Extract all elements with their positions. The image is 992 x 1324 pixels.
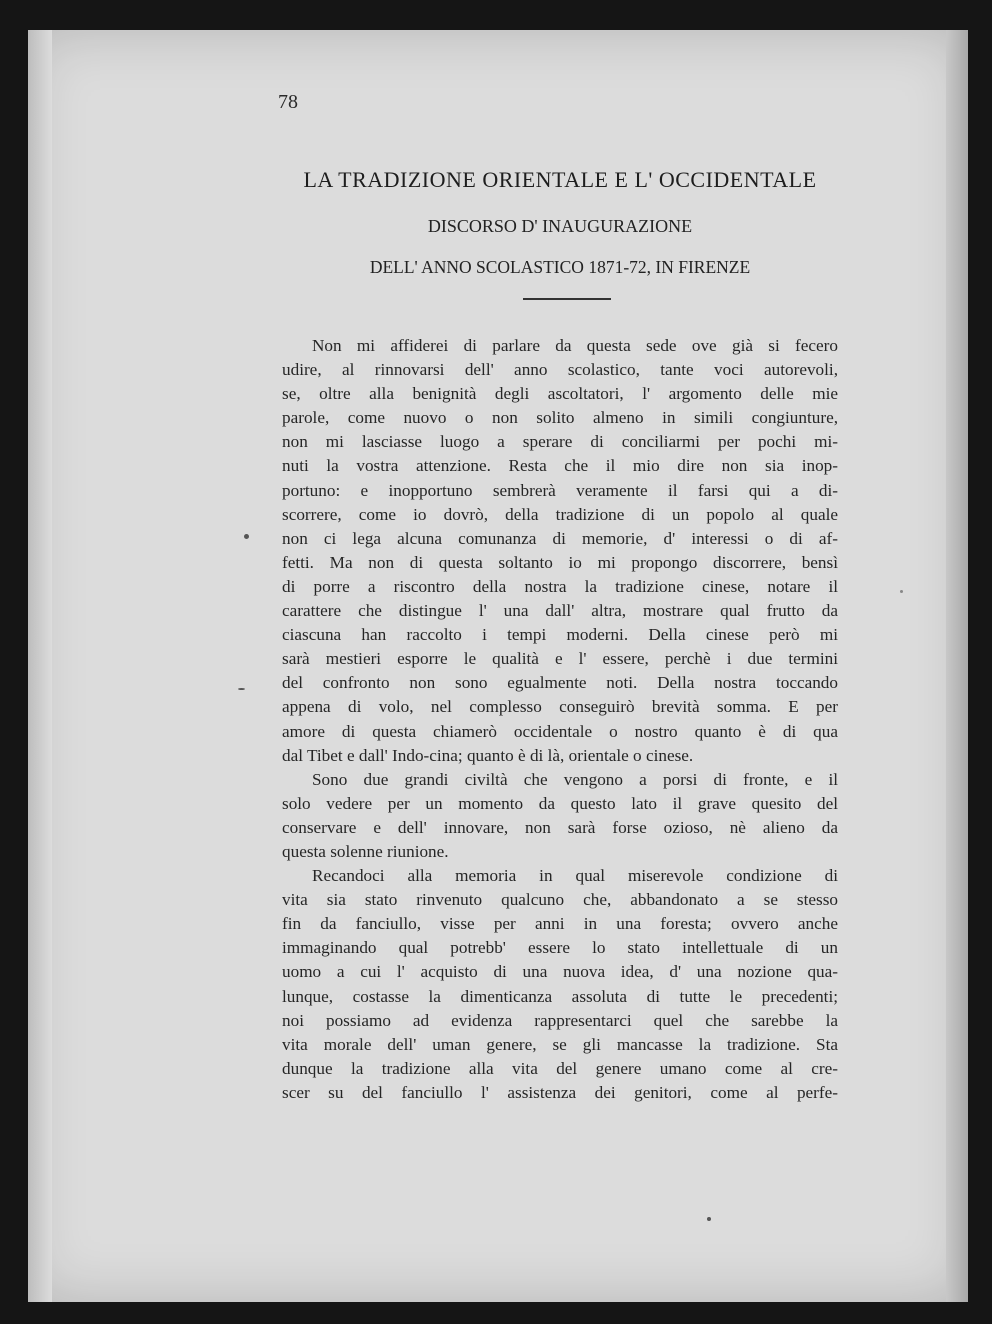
body-line: vita sia stato rinvenuto qualcuno che, abbandonato a se stesso <box>282 890 838 910</box>
body-line: ciascuna han raccolto i tempi moderni. Della cinese però mi <box>282 625 838 645</box>
scan-speck <box>900 590 903 593</box>
body-line: immaginando qual potrebb' essere lo stato intellettuale di un <box>282 938 838 958</box>
body-line: non mi lasciasse luogo a sperare di conciliarmi per pochi mi- <box>282 432 838 452</box>
body-line: se, oltre alla benignità degli ascoltatori, l' argomento delle mie <box>282 384 838 404</box>
body-line: noi possiamo ad evidenza rappresentarci quel che sarebbe la <box>282 1010 838 1030</box>
body-line: appena di volo, nel complesso conseguirò brevità somma. E per <box>282 697 838 717</box>
chapter-title: LA TRADIZIONE ORIENTALE E L' OCCIDENTALE <box>303 167 817 192</box>
body-line: Non mi affiderei di parlare da questa sede ove già si fecero <box>312 336 838 355</box>
body-line: lunque, costasse la dimenticanza assoluta di tutte le precedenti; <box>282 986 838 1006</box>
body-line: conservare e dell' innovare, non sarà forse ozioso, nè alieno da <box>282 817 838 837</box>
body-line: nuti la vostra attenzione. Resta che il mio dire non sia inop- <box>282 456 838 476</box>
body-line: scorrere, come io dovrò, della tradizione di un popolo al quale <box>282 504 838 524</box>
page-number: 78 <box>278 91 298 113</box>
body-line: questa solenne riunione. <box>282 841 449 861</box>
scan-speck <box>707 1217 711 1221</box>
scan-speck <box>238 688 245 690</box>
chapter-subtitle-date: DELL' ANNO SCOLASTICO 1871-72, IN FIRENZE <box>369 257 751 277</box>
body-line: del confronto non sono egualmente noti. Della nostra toccando <box>282 673 838 693</box>
scan-speck <box>244 534 249 539</box>
body-line: uomo a cui l' acquisto di una nuova idea, d' una nozione qua- <box>282 962 838 982</box>
chapter-subtitle: DISCORSO D' INAUGURAZIONE <box>427 216 693 236</box>
body-line: scer su del fanciullo l' assistenza dei genitori, come al perfe- <box>282 1082 838 1102</box>
body-line: carattere che distingue l' una dall' altra, mostrare qual frutto da <box>282 601 838 621</box>
body-line: solo vedere per un momento da questo lato il grave quesito del <box>282 793 838 813</box>
page-gutter-shade <box>28 30 52 1302</box>
body-line: udire, al rinnovarsi dell' anno scolastico, tante voci autorevoli, <box>282 360 838 380</box>
title-divider <box>523 298 611 300</box>
body-line: sarà mestieri esporre le qualità e l' essere, perchè i due termini <box>282 649 838 669</box>
body-line: Recandoci alla memoria in qual miserevole condizione di <box>312 866 838 886</box>
body-line: dunque la tradizione alla vita del genere umano come al cre- <box>282 1058 838 1078</box>
body-line: non ci lega alcuna comunanza di memorie, d' interessi o di af- <box>282 528 838 548</box>
body-line: fetti. Ma non di questa soltanto io mi propongo discorrere, bensì <box>282 552 838 572</box>
body-line: parole, come nuovo o non solito almeno in simili congiunture, <box>282 408 838 428</box>
body-line: vita morale dell' uman genere, se gli mancasse la tradizione. Sta <box>282 1034 838 1054</box>
body-text <box>282 334 838 1105</box>
body-line: fin da fanciullo, visse per anni in una foresta; ovvero anche <box>282 914 838 934</box>
body-line: portuno: e inopportuno sembrerà veramente il farsi qui a di- <box>282 480 838 500</box>
body-line: di porre a riscontro della nostra la tradizione cinese, notare il <box>282 576 838 596</box>
body-line: amore di questa chiamerò occidentale o nostro quanto è di qua <box>282 721 838 741</box>
body-line: Sono due grandi civiltà che vengono a porsi di fronte, e il <box>312 769 838 789</box>
body-line: dal Tibet e dall' Indo-cina; quanto è di là, orientale o cinese. <box>282 745 694 765</box>
page-edge-shade <box>946 30 968 1302</box>
